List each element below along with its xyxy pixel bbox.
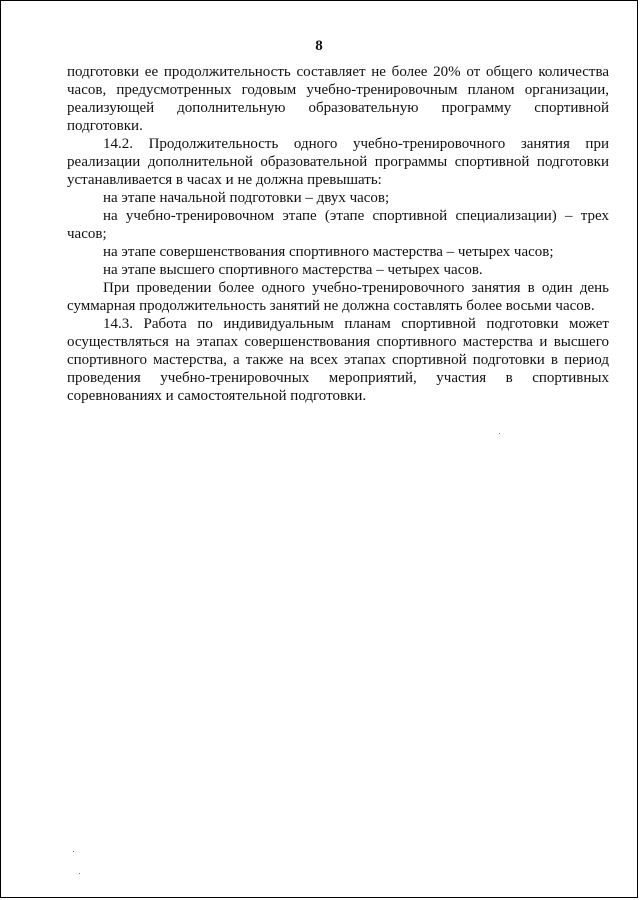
list-item-initial-stage: на этапе начальной подготовки – двух часов; xyxy=(103,190,390,206)
scan-speck xyxy=(79,873,80,874)
list-item-training-stage: на учебно-тренировочном этапе (этапе спортивной специализации) – трех часов; xyxy=(67,208,609,242)
document-body xyxy=(67,63,609,405)
scan-speck xyxy=(73,851,74,852)
paragraph-14-2: 14.2. Продолжительность одного учебно-тренировочного занятия при реализации дополнительной образовательной программы спортивной подготовки устанавливается в часах и не должна превышать: xyxy=(67,136,609,188)
page-number: 8 xyxy=(315,38,323,54)
paragraph-14-3: 14.3. Работа по индивидуальным планам спортивной подготовки может осуществляться на этапах совершенствования спортивного мастерства и высшего спортивного мастерства, а также на всех этапах спортивной подготовки в период проведения учебно-тренировочных мероприятий, участия в спортивных соревнованиях и самостоятельной подготовки. xyxy=(67,316,609,404)
paragraph-continuation: подготовки ее продолжительность составляет не более 20% от общего количества часов, предусмотренных годовым учебно-тренировочным планом организации, реализующей дополнительную образовательную программу спортивной подготовки. xyxy=(67,64,609,134)
list-item-improvement-stage: на этапе совершенствования спортивного мастерства – четырех часов; xyxy=(103,244,554,260)
list-item-higher-mastery-stage: на этапе высшего спортивного мастерства – четырех часов. xyxy=(103,262,483,278)
scan-speck xyxy=(499,433,500,434)
paragraph-total-duration: При проведении более одного учебно-тренировочного занятия в один день суммарная продолжительность занятий не должна составлять более восьми часов. xyxy=(67,280,609,314)
